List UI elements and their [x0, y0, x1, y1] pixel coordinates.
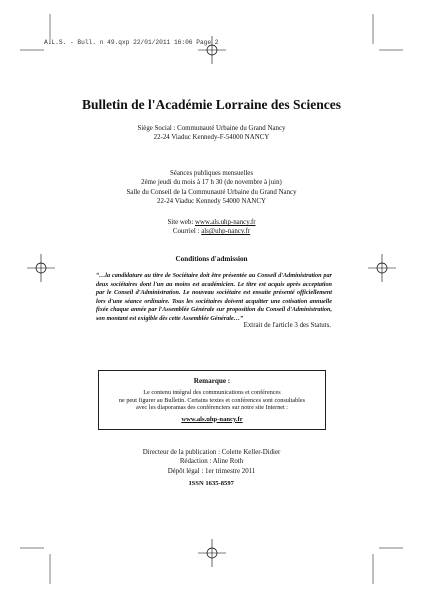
- credit-line: Rédaction : Aline Roth: [179, 458, 244, 466]
- remark-line: ne peut figurer au Bulletin. Certains textes et conférences sont consultables: [118, 396, 306, 404]
- contact-block: [0, 218, 423, 237]
- remark-link[interactable]: www.als.uhp-nancy.fr: [181, 415, 243, 423]
- credit-line: Dépôt légal : 1er trimestre 2011: [167, 467, 256, 475]
- mail-link[interactable]: als@uhp-nancy.fr: [201, 228, 251, 236]
- site-label: Site web:: [167, 219, 196, 226]
- siege-line: Siège Social : Communauté Urbaine du Grand Nancy: [137, 125, 286, 132]
- print-slug: A.L.S. - Bull. n 49.qxp 22/01/2011 16:06 Page 2: [44, 39, 219, 46]
- issn: ISSN 1635-8597: [189, 480, 234, 487]
- remark-line: avec les diaporamas des conférenciers sur notre site Internet :: [135, 404, 289, 412]
- remark-box: [98, 370, 326, 430]
- mail-label: Courriel :: [172, 228, 202, 236]
- seances-line: 2ème jeudi du mois à 17 h 30 (de novembre à juin): [141, 179, 282, 187]
- siege-block: [0, 124, 423, 143]
- remark-line: Le contenu intégral des communications et conférences: [143, 389, 281, 396]
- seances-block: [0, 169, 423, 206]
- conditions-heading: Conditions d'admission: [175, 255, 248, 263]
- seances-line: 22-24 Viaduc Kennedy 54000 NANCY: [157, 197, 266, 205]
- siege-line: 22-24 Viaduc Kennedy-F-54000 NANCY: [153, 134, 270, 142]
- statutes-reference: Extrait de l'article 3 des Statuts.: [243, 322, 331, 329]
- credit-line: Directeur de la publication : Colette Keller-Didier: [142, 449, 281, 456]
- statutes-quote: “…la candidature au titre de Sociétaire doit être présentée au Conseil d'Administration par deux sociétaires dont l'un au moins est académicien. Le titre est acquis après acceptation par le Conseil d'Administration. Le nouveau sociétaire est ensuite présenté officiellement lors d'une séance ordinaire. Tous les sociétaires doivent acquitter une cotisation annuelle fixée chaque année par l'Assemblée Générale sur proposition du Conseil d'Administration, son montant est exigible dès cette Assemblée Générale…”: [96, 272, 332, 322]
- site-link[interactable]: www.als.uhp-nancy.fr: [195, 219, 256, 226]
- remark-title: Remarque :: [193, 377, 231, 385]
- seances-line: Salle du Conseil de la Communauté Urbaine du Grand Nancy: [126, 188, 297, 196]
- remark-text: [99, 389, 325, 412]
- bulletin-title: Bulletin de l'Académie Lorraine des Sciences: [81, 97, 342, 112]
- seances-line: Séances publiques mensuelles: [169, 170, 254, 177]
- credits-block: [0, 448, 423, 476]
